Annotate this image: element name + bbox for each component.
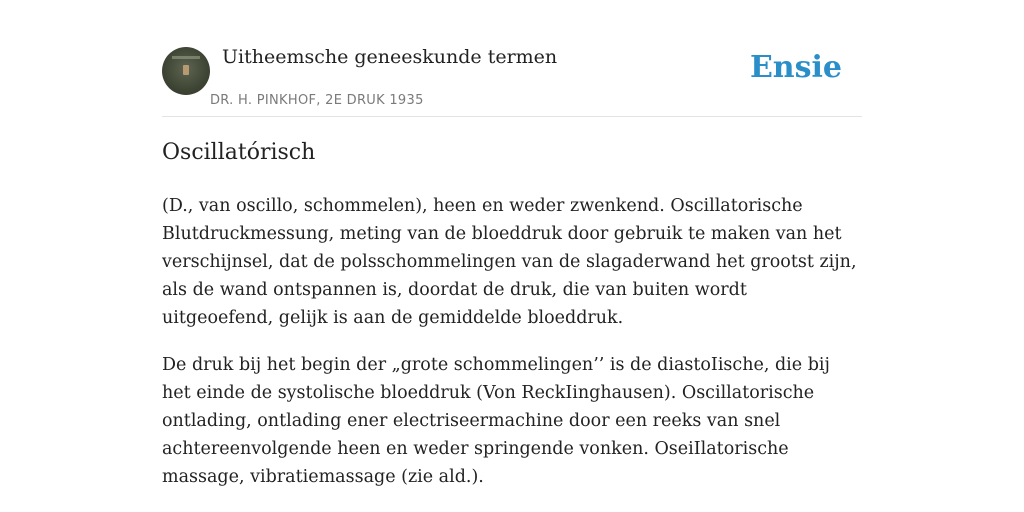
ensie-logo[interactable]: Ensie	[749, 50, 842, 85]
entry-paragraph: (D., van oscillo, schommelen), heen en weder zwenkend. Oscillatorische Blutdruckmessung, meting van de bloeddruk door gebruik te maken van het verschijnsel, dat de polsschommelingen van de slagaderwand het grootst zijn, als de wand ontspannen is, doordat de druk, die van buiten wordt uitgeoefend, gelijk is aan de gemiddelde bloeddruk.	[162, 196, 857, 328]
entry-paragraph: De druk bij het begin der „grote schommelingen’’ is de diastoIische, die bij het einde de systolische bloeddruk (Von ReckIinghausen). Oscillatorische ontlading, ontlading ener electriseermachine door een reeks van snel achtereenvolgende heen en weder springende vonken. OseiIlatorische massage, vibratiemassage (zie ald.).	[162, 355, 830, 487]
book-author: DR. H. PINKHOF, 2E DRUK 1935	[210, 93, 424, 108]
entry-title: Oscillatórisch	[162, 140, 316, 165]
cover-emblem	[183, 65, 189, 75]
book-cover-icon[interactable]	[162, 47, 210, 95]
book-title[interactable]: Uitheemsche geneeskunde termen	[222, 46, 558, 68]
header	[162, 40, 862, 117]
cover-title-strip	[172, 56, 200, 59]
entry-content	[162, 192, 862, 510]
